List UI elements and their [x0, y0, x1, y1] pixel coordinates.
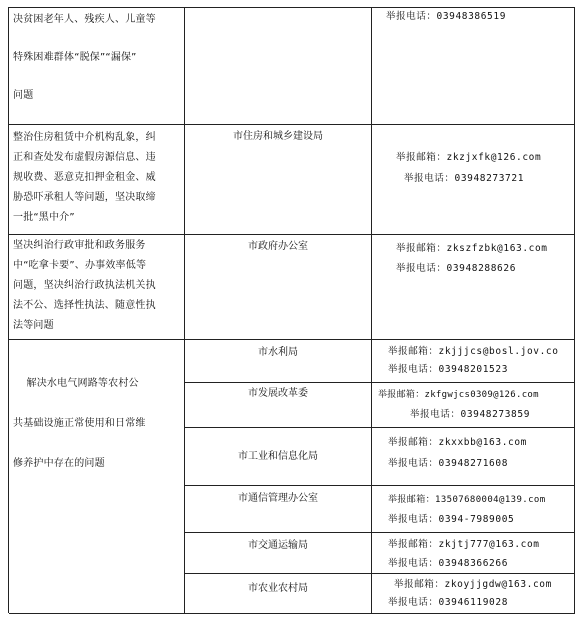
contact-cell — [372, 533, 575, 574]
contact-cell — [372, 235, 575, 340]
department-name: 市农业农村局 — [248, 583, 308, 594]
department-cell — [185, 125, 372, 235]
issue-line: 胁恐吓承租人等问题，坚决取缔 — [13, 192, 156, 203]
department-name: 市住房和城乡建设局 — [233, 131, 323, 142]
issue-line: 解决水电气网路等农村公 — [13, 378, 139, 389]
issue-cell — [9, 125, 185, 235]
issue-cell — [9, 235, 185, 340]
department-name: 市交通运输局 — [248, 540, 308, 551]
department-cell — [185, 383, 372, 428]
issue-line: 法不公、选择性执法、随意性执 — [13, 300, 156, 311]
department-name: 市工业和信息化局 — [238, 451, 318, 462]
issue-line: 法等问题 — [13, 320, 54, 331]
issue-line: 修养护中存在的问题 — [13, 458, 105, 469]
issue-line: 正和查处发布虚假房源信息、违 — [13, 152, 156, 163]
department-cell — [185, 428, 372, 486]
issue-line: 决贫困老年人、残疾人、儿童等 — [13, 14, 156, 25]
department-cell — [185, 486, 372, 533]
report-email: 举报邮箱：13507680004@139.com — [388, 495, 546, 505]
issue-line: 整治住房租赁中介机构乱象，纠 — [13, 132, 156, 143]
department-name: 市水利局 — [258, 347, 298, 358]
contact-cell — [372, 8, 575, 125]
contact-cell — [372, 574, 575, 614]
issue-line: 坚决纠治行政审批和政务服务 — [13, 240, 146, 251]
report-email: 举报邮箱：zkxxbb@163.com — [388, 437, 527, 448]
issue-line — [13, 394, 180, 414]
report-email: 举报邮箱：zkjtj777@163.com — [388, 539, 540, 550]
contact-cell — [372, 340, 575, 383]
report-email: 举报邮箱：zkszfzbk@163.com — [396, 243, 548, 254]
report-phone: 举报电话：03948201523 — [388, 364, 509, 375]
department-cell — [185, 574, 372, 614]
department-name: 市发展改革委 — [248, 388, 308, 399]
report-phone: 举报电话：0394-7989005 — [388, 514, 515, 525]
department-cell — [185, 235, 372, 340]
issue-line: 问题，坚决纠治行政执法机关执 — [13, 280, 156, 291]
department-name: 市通信管理办公室 — [238, 493, 318, 504]
department-name: 市政府办公室 — [248, 241, 308, 252]
issue-line: 特殊困难群体“脱保”“漏保” — [13, 52, 137, 63]
issue-cell — [9, 8, 185, 125]
issue-line — [13, 354, 180, 374]
contact-cell — [372, 428, 575, 486]
issue-line — [13, 29, 180, 48]
report-phone: 举报电话：03948271608 — [388, 458, 509, 469]
issue-line: 中“吃拿卡要”、办事效率低等 — [13, 260, 147, 271]
issue-line: 一批“黑中介” — [13, 212, 75, 223]
report-phone: 举报电话：03948386519 — [386, 11, 507, 22]
issue-line: 问题 — [13, 90, 34, 101]
report-phone: 举报电话：03948366266 — [388, 558, 509, 569]
report-email: 举报邮箱：zkfgwjcs0309@126.com — [378, 390, 539, 400]
report-phone: 举报电话：03946119028 — [388, 597, 509, 608]
issue-line — [13, 67, 180, 86]
report-email: 举报邮箱：zkoyjjgdw@163.com — [394, 579, 552, 590]
department-cell — [185, 533, 372, 574]
contact-cell — [372, 486, 575, 533]
report-phone: 举报电话：03948288626 — [396, 263, 517, 274]
contact-cell — [372, 125, 575, 235]
supervision-contact-table — [8, 7, 575, 613]
department-cell — [185, 8, 372, 125]
report-phone: 举报电话：03948273859 — [410, 409, 531, 420]
issue-line — [13, 434, 180, 454]
department-cell — [185, 340, 372, 383]
report-email: 举报邮箱：zkjjjcs@bosl.jov.co — [388, 346, 559, 357]
report-email: 举报邮箱：zkzjxfk@126.com — [396, 152, 542, 163]
issue-line: 共基础设施正常使用和日常维 — [13, 418, 146, 429]
contact-cell — [372, 383, 575, 428]
issue-line: 规收费、恶意克扣押金租金、威 — [13, 172, 156, 183]
issue-cell — [9, 340, 185, 614]
report-phone: 举报电话：03948273721 — [404, 173, 525, 184]
